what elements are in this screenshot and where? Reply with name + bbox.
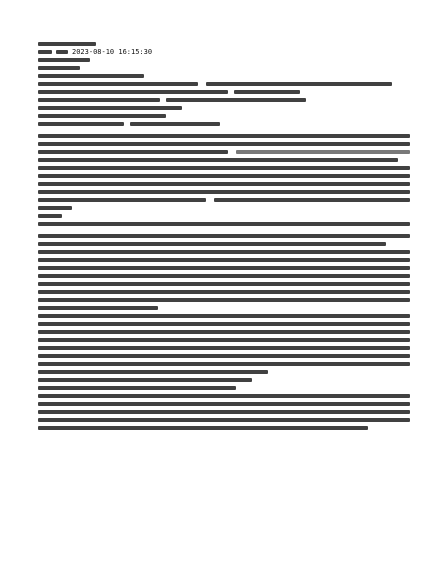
doc-para-line xyxy=(38,408,410,416)
doc-para-line xyxy=(38,328,410,336)
doc-para-line xyxy=(38,112,410,120)
doc-para-line xyxy=(38,256,410,264)
doc-para-line xyxy=(38,336,410,344)
doc-para-line xyxy=(38,384,410,392)
doc-para-line xyxy=(38,392,410,400)
doc-para-line xyxy=(38,172,410,180)
doc-para-line xyxy=(38,140,410,148)
doc-header-line-5 xyxy=(38,72,410,80)
doc-para-line xyxy=(38,344,410,352)
doc-para-line xyxy=(38,132,410,140)
doc-para-line xyxy=(38,288,410,296)
doc-para-line xyxy=(38,104,410,112)
doc-para-line xyxy=(38,164,410,172)
doc-header-line-2 xyxy=(38,48,410,56)
doc-para-line xyxy=(38,272,410,280)
doc-para-line xyxy=(38,148,410,156)
doc-para-line xyxy=(38,240,410,248)
doc-para-line xyxy=(38,400,410,408)
doc-header-line-4 xyxy=(38,64,410,72)
doc-para-line xyxy=(38,180,410,188)
doc-para-line xyxy=(38,320,410,328)
doc-para-line xyxy=(38,196,410,204)
doc-para-line xyxy=(38,376,410,384)
doc-para-line xyxy=(38,88,410,96)
document-page xyxy=(38,40,410,430)
doc-para-line xyxy=(38,80,410,88)
doc-para-line xyxy=(38,312,410,320)
doc-para-line xyxy=(38,304,410,312)
doc-para-line xyxy=(38,352,410,360)
doc-para-line xyxy=(38,264,410,272)
doc-para-line xyxy=(38,156,410,164)
doc-para-line xyxy=(38,220,410,232)
doc-header-line-1 xyxy=(38,40,410,48)
doc-para-line xyxy=(38,360,410,368)
doc-para-line xyxy=(38,96,410,104)
doc-para-line xyxy=(38,248,410,256)
doc-para-line xyxy=(38,232,410,240)
doc-para-line xyxy=(38,204,410,212)
doc-para-line xyxy=(38,416,410,424)
doc-para-line xyxy=(38,212,410,220)
doc-para-line xyxy=(38,368,410,376)
doc-para-line xyxy=(38,120,410,132)
doc-header-line-3 xyxy=(38,56,410,64)
doc-para-line xyxy=(38,280,410,288)
doc-para-line xyxy=(38,296,410,304)
doc-para-line xyxy=(38,188,410,196)
doc-para-line xyxy=(38,424,410,430)
timestamp: 2023-08-10 16:15:30 xyxy=(72,48,153,56)
